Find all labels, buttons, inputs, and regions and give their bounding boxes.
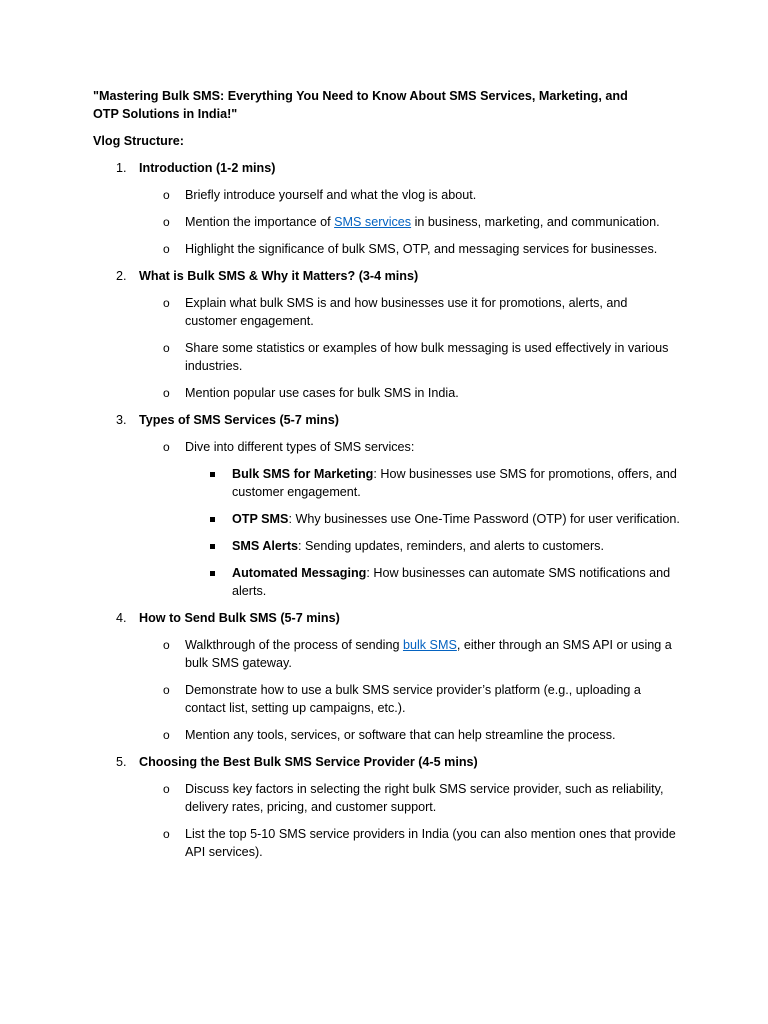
section-heading: [93, 159, 693, 177]
list-item: [93, 681, 681, 717]
section-3: [93, 411, 693, 600]
sub-list-item-bold: SMS Alerts: [232, 539, 299, 553]
list-item: [93, 294, 681, 330]
circle-bullet-icon: o: [163, 638, 170, 652]
section-5: [93, 753, 693, 861]
section-number: 3.: [116, 413, 127, 427]
list-item-text-post: in business, marketing, and communication.: [411, 215, 660, 229]
circle-bullet-icon: o: [163, 296, 170, 310]
circle-bullet-icon: o: [163, 215, 170, 229]
list-item: [93, 438, 681, 456]
list-item-text: Highlight the significance of bulk SMS, OTP, and messaging services for businesses.: [185, 242, 658, 256]
list-item-text: Dive into different types of SMS services:: [185, 440, 415, 454]
list-item: [93, 339, 681, 375]
circle-bullet-icon: o: [163, 188, 170, 202]
list-item-text-pre: Mention the importance of: [185, 215, 335, 229]
list-item: [93, 186, 681, 204]
sub-list-item: [93, 465, 680, 501]
list-item-text: Mention any tools, services, or software that can help streamline the process.: [185, 728, 616, 742]
square-bullet-icon: [210, 544, 215, 549]
sub-list-item-text: : Why businesses use One-Time Password (OTP) for user verification.: [288, 512, 680, 526]
section-heading: [93, 267, 693, 285]
list-item: [93, 636, 681, 672]
section-heading: [93, 753, 693, 771]
list-item: [93, 213, 681, 231]
section-number: 5.: [116, 755, 127, 769]
sms-services-link[interactable]: SMS services: [334, 215, 412, 229]
list-item: [93, 726, 681, 744]
section-number: 1.: [116, 161, 127, 175]
list-item-text: Explain what bulk SMS is and how businesses use it for promotions, alerts, and customer engagement.: [185, 296, 628, 328]
square-bullet-icon: [210, 517, 215, 522]
circle-bullet-icon: o: [163, 683, 170, 697]
document-title: "Mastering Bulk SMS: Everything You Need to Know About SMS Services, Marketing, and OTP Solutions in India!": [93, 89, 628, 121]
structure-label: Vlog Structure:: [93, 134, 184, 148]
sub-list-item-bold: Automated Messaging: [232, 566, 367, 580]
list-item-text: List the top 5-10 SMS service providers in India (you can also mention ones that provide API services).: [185, 827, 676, 859]
section-heading: [93, 609, 693, 627]
section-title: Choosing the Best Bulk SMS Service Provider (4-5 mins): [139, 755, 478, 769]
section-title: Types of SMS Services (5-7 mins): [139, 413, 339, 427]
sub-list-item-bold: Bulk SMS for Marketing: [232, 467, 374, 481]
circle-bullet-icon: o: [163, 386, 170, 400]
circle-bullet-icon: o: [163, 341, 170, 355]
list-item-text: Demonstrate how to use a bulk SMS service provider’s platform (e.g., uploading a contact list, setting up campaigns, etc.).: [185, 683, 641, 715]
circle-bullet-icon: o: [163, 782, 170, 796]
list-item: [93, 825, 681, 861]
list-item-text: Discuss key factors in selecting the right bulk SMS service provider, such as reliability, delivery rates, pricing, and customer support.: [185, 782, 664, 814]
list-item-text: Briefly introduce yourself and what the vlog is about.: [185, 188, 477, 202]
square-bullet-icon: [210, 571, 215, 576]
section-number: 4.: [116, 611, 127, 625]
list-item: [93, 240, 681, 258]
sub-list-item-text: : How businesses use SMS for promotions, offers, and customer engagement.: [232, 467, 677, 499]
list-item-text-pre: Walkthrough of the process of sending: [185, 638, 403, 652]
circle-bullet-icon: o: [163, 728, 170, 742]
list-item-text: Share some statistics or examples of how bulk messaging is used effectively in various industries.: [185, 341, 669, 373]
circle-bullet-icon: o: [163, 242, 170, 256]
square-bullet-icon: [210, 472, 215, 477]
sub-list-item-bold: OTP SMS: [232, 512, 289, 526]
section-number: 2.: [116, 269, 127, 283]
section-1: [93, 159, 693, 258]
section-4: [93, 609, 693, 744]
bulk-sms-link[interactable]: bulk SMS: [402, 638, 457, 652]
section-title: How to Send Bulk SMS (5-7 mins): [139, 611, 340, 625]
list-item: [93, 780, 681, 816]
sub-list-item: [93, 564, 680, 600]
list-item-text: Mention popular use cases for bulk SMS in India.: [185, 386, 459, 400]
sub-list-item-text: : Sending updates, reminders, and alerts to customers.: [298, 539, 604, 553]
circle-bullet-icon: o: [163, 440, 170, 454]
section-title: Introduction (1-2 mins): [139, 161, 276, 175]
section-title: What is Bulk SMS & Why it Matters? (3-4 mins): [139, 269, 419, 283]
list-item: [93, 384, 681, 402]
sub-list-item: [93, 537, 680, 555]
document-body: [93, 87, 693, 870]
sub-list-item: [93, 510, 680, 528]
sub-list-item-text: : How businesses can automate SMS notifications and alerts.: [232, 566, 671, 598]
section-2: [93, 267, 693, 402]
section-heading: [93, 411, 693, 429]
circle-bullet-icon: o: [163, 827, 170, 841]
list-item-text-post: , either through an SMS API or using a bulk SMS gateway.: [185, 638, 672, 670]
